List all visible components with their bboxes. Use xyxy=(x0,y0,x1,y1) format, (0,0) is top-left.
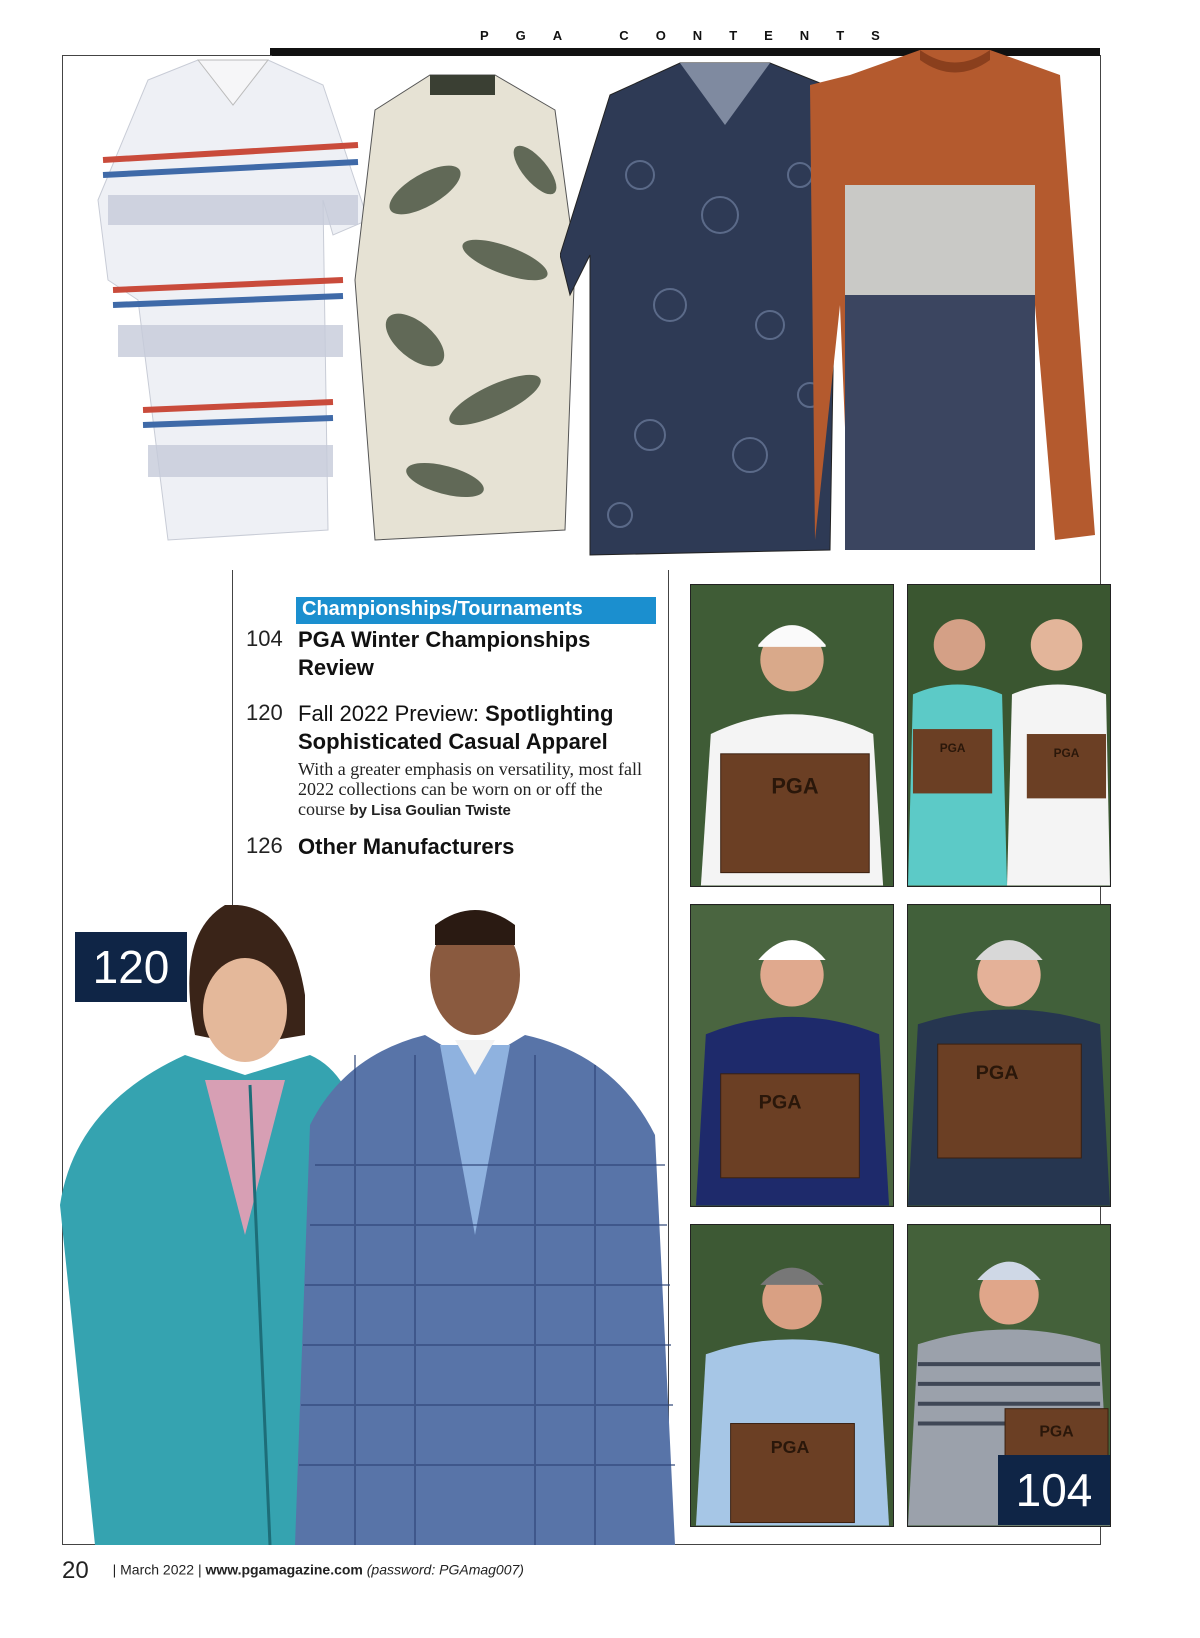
entry-description: With a greater emphasis on versatility, most fall 2022 collections can be worn on or off the course by Lisa Goulian Twiste xyxy=(298,759,643,819)
issue-date: | March 2022 | xyxy=(112,1561,202,1578)
winner-photo xyxy=(690,904,894,1207)
page-badge-120: 120 xyxy=(75,932,187,1002)
byline: by Lisa Goulian Twiste xyxy=(349,802,511,819)
winner-photo xyxy=(907,584,1111,887)
plaque-logo: PGA xyxy=(1053,745,1080,760)
page-footer xyxy=(62,1557,524,1585)
winner-photo xyxy=(907,904,1111,1207)
website-link[interactable]: www.pgamagazine.com xyxy=(205,1561,363,1578)
plaque-logo: PGA xyxy=(939,740,966,755)
colorblock-pullover-image xyxy=(810,45,1100,560)
plaque-logo: PGA xyxy=(770,1437,810,1458)
plaque-logo: PGA xyxy=(771,773,819,799)
page-number: 126 xyxy=(246,833,283,858)
folio: 20 xyxy=(62,1557,89,1584)
entry-title: PGA Winter Championships Review xyxy=(298,627,591,680)
section-header: PGA CONTENTS xyxy=(480,28,907,43)
plaque-logo: PGA xyxy=(975,1061,1019,1084)
password-note: (password: PGAmag007) xyxy=(366,1561,524,1578)
entry-title: Fall 2022 Preview: Spotlighting Sophisticated Casual Apparel xyxy=(298,701,614,754)
page-number: 104 xyxy=(246,626,283,651)
page-badge-104: 104 xyxy=(998,1455,1110,1525)
entry-title: Other Manufacturers xyxy=(298,834,515,859)
winner-photo xyxy=(690,584,894,887)
plaque-logo: PGA xyxy=(1039,1423,1074,1441)
column-rule xyxy=(232,570,233,910)
winner-photo xyxy=(690,1224,894,1527)
page-number: 120 xyxy=(246,700,283,725)
plaque-logo: PGA xyxy=(758,1091,802,1114)
section-label: Championships/Tournaments xyxy=(296,597,656,624)
